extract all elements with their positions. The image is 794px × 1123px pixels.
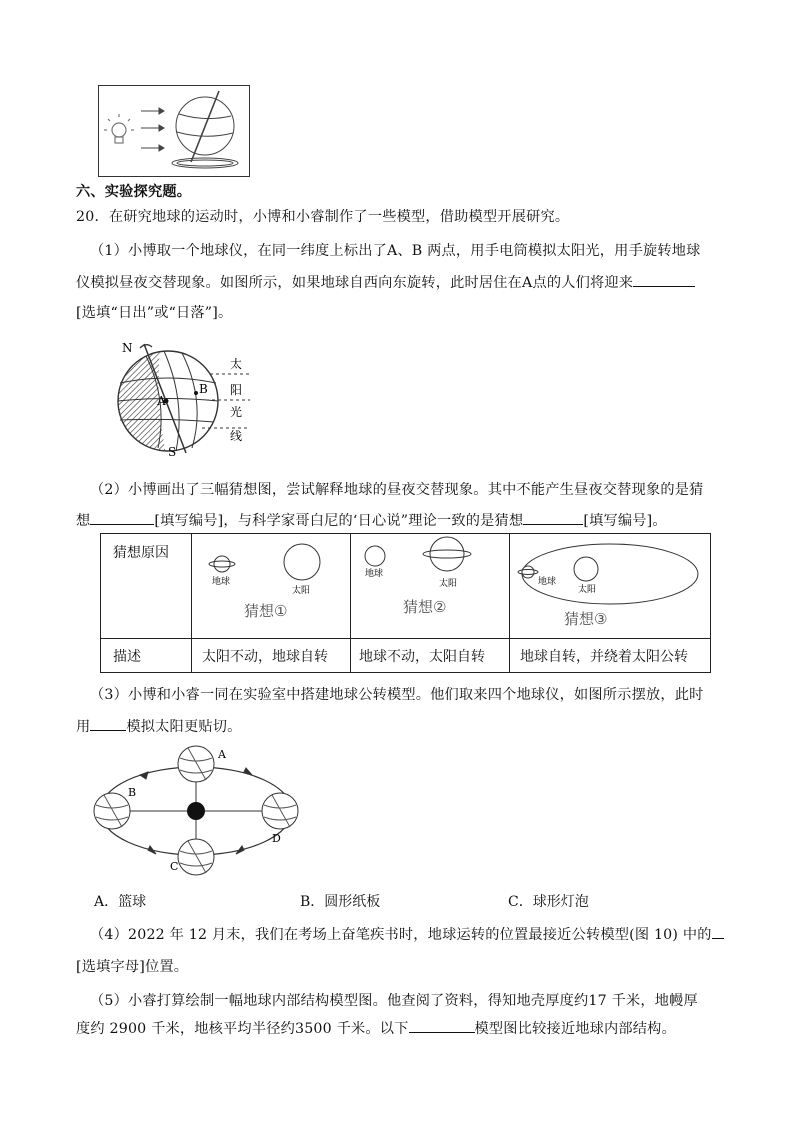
guess-3-title: 猜想③ <box>564 610 608 628</box>
guess-1-title: 猜想① <box>244 602 288 620</box>
orbit-label-d: D <box>272 832 281 845</box>
sun-label: 太阳 <box>578 585 597 595</box>
bulb-icon <box>104 114 134 143</box>
label-b: B <box>199 382 208 396</box>
answer-blank-4[interactable] <box>90 716 126 731</box>
orbit-figure <box>88 744 304 876</box>
row-header-reason: 猜想原因 <box>101 534 192 639</box>
label-a: A <box>157 394 166 408</box>
q1-line-2: 仪模拟昼夜交替现象。如图所示，如果地球自西向东旋转，此时居住在A点的人们将迎来 <box>76 272 695 292</box>
guess-2-cell <box>351 534 510 639</box>
guess-3-desc: 地球自转，并绕着太阳公转 <box>510 639 711 673</box>
option-b[interactable]: B．圆形纸板 <box>300 894 381 910</box>
guess-2-title: 猜想② <box>403 598 447 616</box>
option-c[interactable]: C．球形灯泡 <box>508 894 589 910</box>
earth-label: 地球 <box>538 577 557 587</box>
globe-sunlight-figure <box>106 338 252 458</box>
table-row <box>101 639 711 673</box>
tilted-globe <box>172 91 238 168</box>
sun-label: 太阳 <box>292 586 311 596</box>
q4-line-1: （4）2022 年 12 月末，我们在考场上奋笔疾书时，地球运转的位置最接近公转模型(图 10) 中的 <box>90 924 724 944</box>
option-a[interactable]: A．篮球 <box>94 894 147 910</box>
q3-line-1: （3）小博和小睿一同在实验室中搭建地球公转模型。他们取来四个地球仪，如图所示摆放，此时 <box>90 687 704 703</box>
earth-label: 地球 <box>365 569 384 579</box>
answer-blank-1[interactable] <box>633 272 695 287</box>
section-heading: 六、实验探究题。 <box>76 184 192 200</box>
q2-line-2: 想 [填写编号]，与科学家哥白尼的‘日心说”理论一致的是猜想 [填写编号]。 <box>76 510 667 530</box>
answer-blank-5[interactable] <box>712 924 724 939</box>
sun-label-4: 线 <box>230 429 243 443</box>
answer-blank-6[interactable] <box>409 1018 475 1033</box>
label-s: S <box>168 445 177 458</box>
sun-label-3: 光 <box>230 405 243 419</box>
point-b-marker <box>194 391 198 395</box>
guess-2-desc: 地球不动，太阳自转 <box>351 639 510 673</box>
top-figure <box>98 85 250 177</box>
sun-label: 太阳 <box>439 579 458 589</box>
earth-label: 地球 <box>212 577 231 587</box>
table-row <box>101 534 711 639</box>
q1-line-1: （1）小博取一个地球仪，在同一纬度上标出了A、B 两点，用手电筒模拟太阳光，用手旋转地球 <box>90 243 701 259</box>
row-header-desc: 描述 <box>101 639 192 673</box>
question-stem: 20．在研究地球的运动时，小博和小睿制作了一些模型，借助模型开展研究。 <box>76 209 570 225</box>
guess-1-cell <box>192 534 351 639</box>
lamp-globe-diagram <box>99 86 249 176</box>
guess-3-cell <box>510 534 711 639</box>
sun-ball <box>187 802 205 820</box>
q3-line-2: 用 模拟太阳更贴切。 <box>76 716 242 736</box>
guess-1-desc: 太阳不动，地球自转 <box>192 639 351 673</box>
label-n: N <box>122 341 133 355</box>
orbit-label-b: B <box>128 786 137 799</box>
orbit-label-a: A <box>218 748 226 761</box>
guess-table <box>100 533 711 673</box>
q5-line-2: 度约 2900 千米，地核平均半径约3500 千米。以下 模型图比较接近地球内部结构。 <box>76 1018 676 1038</box>
q4-line-2: [选填字母]位置。 <box>76 959 189 975</box>
q2-line-1: （2）小博画出了三幅猜想图，尝试解释地球的昼夜交替现象。其中不能产生昼夜交替现象的是猜 <box>90 482 704 498</box>
orbit-label-c: C <box>170 860 179 873</box>
q5-line-1: （5）小睿打算绘制一幅地球内部结构模型图。他查阅了资料，得知地壳厚度约17 千米，地幔厚 <box>90 993 698 1009</box>
sun-label-1: 太 <box>230 357 243 371</box>
light-arrows <box>141 108 164 151</box>
answer-blank-2[interactable] <box>90 510 154 525</box>
answer-blank-3[interactable] <box>523 510 583 525</box>
q1-line-3: [选填“日出”或“日落”]。 <box>76 305 233 321</box>
sun-label-2: 阳 <box>230 383 243 397</box>
